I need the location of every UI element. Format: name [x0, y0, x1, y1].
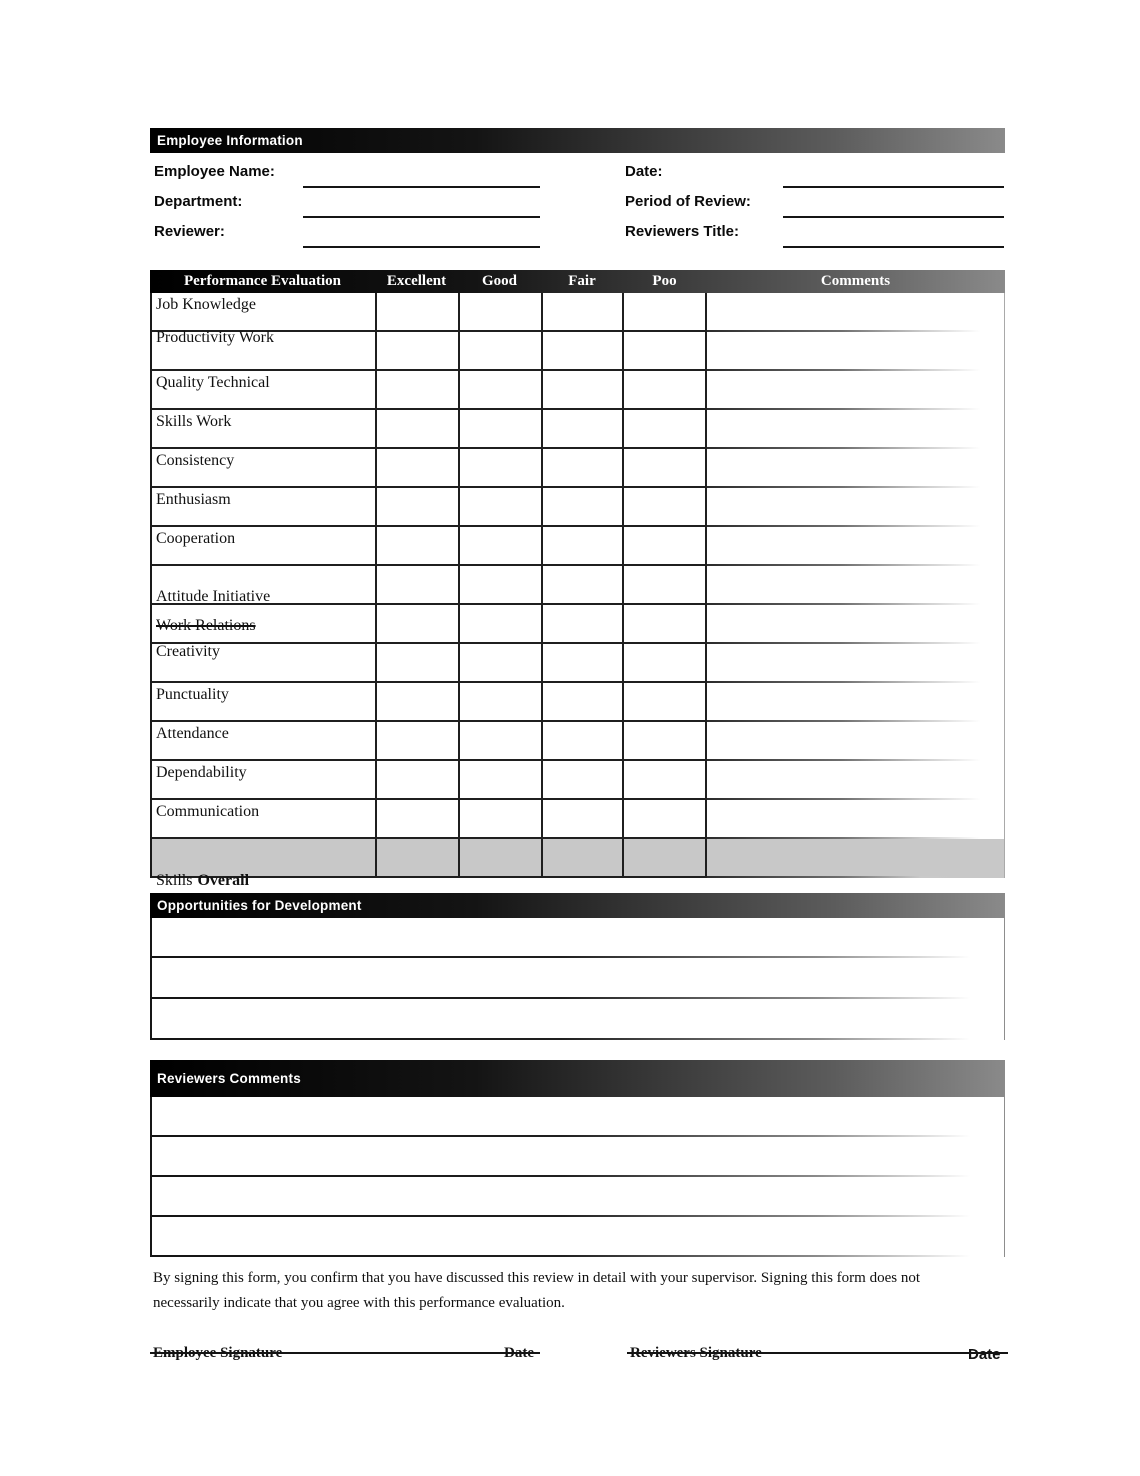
column-header-fair: Fair	[568, 273, 596, 289]
comment-cell[interactable]	[705, 722, 1004, 761]
rating-cell-fair[interactable]	[541, 410, 623, 449]
comment-cell[interactable]	[705, 293, 1004, 332]
reviewer-label: Reviewer:	[154, 223, 225, 240]
date-input-line[interactable]	[783, 186, 1004, 188]
rating-cell-good[interactable]	[458, 839, 541, 878]
period-of-review-label: Period of Review:	[625, 193, 751, 210]
rating-cell-excellent[interactable]	[375, 449, 458, 488]
column-header-good: Good	[481, 273, 517, 289]
criterion-label: Cooperation	[152, 527, 375, 566]
writing-line[interactable]	[152, 1217, 1004, 1257]
comment-cell[interactable]	[705, 605, 1004, 644]
rating-cell-fair[interactable]	[541, 449, 623, 488]
rating-cell-fair[interactable]	[541, 371, 623, 410]
rating-cell-poo[interactable]	[622, 605, 705, 644]
rating-cell-excellent[interactable]	[375, 371, 458, 410]
employee-name-input-line[interactable]	[303, 186, 540, 188]
rating-cell-poo[interactable]	[622, 293, 705, 332]
criterion-label: Punctuality	[152, 683, 375, 722]
rating-cell-excellent[interactable]	[375, 839, 458, 878]
criterion-label: Quality Technical	[152, 371, 375, 410]
table-row	[152, 410, 1004, 449]
table-row	[152, 371, 1004, 410]
employee-signature-line[interactable]	[150, 1352, 540, 1354]
comment-cell[interactable]	[705, 371, 1004, 410]
comment-cell[interactable]	[705, 644, 1004, 683]
section-header-development	[150, 893, 1005, 918]
rating-cell-excellent[interactable]	[375, 293, 458, 332]
comment-cell[interactable]	[705, 410, 1004, 449]
rating-cell-fair[interactable]	[541, 800, 623, 839]
reviewer-input-line[interactable]	[303, 246, 540, 248]
table-row	[152, 644, 1004, 683]
writing-line[interactable]	[152, 918, 1004, 958]
criterion-label-overall	[152, 839, 375, 889]
rating-cell-fair[interactable]	[541, 293, 623, 332]
department-input-line[interactable]	[303, 216, 540, 218]
comment-cell[interactable]	[705, 527, 1004, 566]
rating-cell-fair[interactable]	[541, 527, 623, 566]
rating-cell-fair[interactable]	[541, 683, 623, 722]
rating-cell-fair[interactable]	[541, 566, 623, 605]
evaluation-table	[150, 293, 1005, 889]
rating-cell-good[interactable]	[458, 488, 541, 527]
rating-cell-excellent[interactable]	[375, 566, 458, 605]
column-header-excellent: Excellent	[386, 273, 447, 289]
rating-cell-poo[interactable]	[622, 761, 705, 800]
writing-line[interactable]	[152, 1097, 1004, 1137]
reviewer-signature-label: Reviewers Signature	[630, 1345, 762, 1361]
rating-cell-excellent[interactable]	[375, 410, 458, 449]
employee-date-label: Date	[504, 1345, 534, 1361]
comment-cell[interactable]	[705, 683, 1004, 722]
rating-cell-poo[interactable]	[622, 800, 705, 839]
rating-cell-poo[interactable]	[622, 371, 705, 410]
reviewer-signature-line[interactable]	[627, 1352, 1008, 1354]
rating-cell-good[interactable]	[458, 371, 541, 410]
rating-cell-poo[interactable]	[622, 410, 705, 449]
rating-cell-good[interactable]	[458, 449, 541, 488]
table-row	[152, 800, 1004, 839]
criterion-label: Attitude Initiative	[152, 566, 375, 605]
comment-cell[interactable]	[705, 839, 1004, 878]
reviewers-title-label: Reviewers Title:	[625, 223, 739, 240]
table-row-overall	[152, 839, 1004, 889]
table-row	[152, 329, 1004, 371]
comment-cell[interactable]	[705, 800, 1004, 839]
table-row	[152, 683, 1004, 722]
criterion-label: Enthusiasm	[152, 488, 375, 527]
column-header-performance-evaluation: Performance Evaluation	[183, 273, 342, 289]
rating-cell-poo[interactable]	[622, 332, 705, 371]
criterion-label: Skills Work	[152, 410, 375, 449]
table-row	[152, 722, 1004, 761]
rating-cell-fair[interactable]	[541, 722, 623, 761]
rating-cell-good[interactable]	[458, 332, 541, 371]
column-header-comments: Comments	[820, 273, 891, 289]
rating-cell-good[interactable]	[458, 566, 541, 605]
section-header-reviewer-comments	[150, 1060, 1005, 1097]
criterion-label: Attendance	[152, 722, 375, 761]
employee-signature-label: Employee Signature	[153, 1345, 283, 1361]
table-row	[152, 566, 1004, 605]
period-of-review-input-line[interactable]	[783, 216, 1004, 218]
date-label: Date:	[625, 163, 663, 180]
rating-cell-excellent[interactable]	[375, 332, 458, 371]
rating-cell-excellent[interactable]	[375, 644, 458, 683]
section-title: Opportunities for Development	[157, 898, 362, 913]
rating-cell-good[interactable]	[458, 605, 541, 644]
rating-cell-good[interactable]	[458, 644, 541, 683]
rating-cell-good[interactable]	[458, 410, 541, 449]
writing-line[interactable]	[152, 958, 1004, 999]
criterion-label: Work Relations	[152, 605, 375, 644]
rating-cell-fair[interactable]	[541, 488, 623, 527]
rating-cell-poo[interactable]	[622, 449, 705, 488]
rating-cell-excellent[interactable]	[375, 761, 458, 800]
section-title: Employee Information	[157, 133, 303, 148]
writing-line[interactable]	[152, 999, 1004, 1040]
table-row	[152, 761, 1004, 800]
rating-cell-good[interactable]	[458, 527, 541, 566]
rating-cell-poo[interactable]	[622, 683, 705, 722]
comment-cell[interactable]	[705, 488, 1004, 527]
rating-cell-fair[interactable]	[541, 605, 623, 644]
table-row	[152, 293, 1004, 332]
table-row	[152, 605, 1004, 644]
comment-cell[interactable]	[705, 566, 1004, 605]
column-header-poo: Poo	[652, 273, 677, 289]
rating-cell-fair[interactable]	[541, 839, 623, 878]
comment-cell[interactable]	[705, 761, 1004, 800]
employee-name-label: Employee Name:	[154, 163, 275, 180]
rating-cell-poo[interactable]	[622, 839, 705, 878]
department-label: Department:	[154, 193, 243, 210]
table-row	[152, 488, 1004, 527]
comment-cell[interactable]	[705, 332, 1004, 371]
rating-cell-poo[interactable]	[622, 527, 705, 566]
writing-line[interactable]	[152, 1177, 1004, 1217]
table-row	[152, 527, 1004, 566]
rating-cell-excellent[interactable]	[375, 488, 458, 527]
section-title: Reviewers Comments	[157, 1071, 301, 1086]
criterion-label: Creativity	[152, 644, 375, 683]
rating-cell-fair[interactable]	[541, 761, 623, 800]
rating-cell-poo[interactable]	[622, 644, 705, 683]
rating-cell-good[interactable]	[458, 761, 541, 800]
development-writing-box	[150, 918, 1005, 1040]
rating-cell-good[interactable]	[458, 683, 541, 722]
criterion-label: Job Knowledge	[152, 293, 375, 332]
rating-cell-poo[interactable]	[622, 488, 705, 527]
overall-bold: Overall	[197, 872, 250, 889]
rating-cell-fair[interactable]	[541, 332, 623, 371]
criterion-label: Productivity Work	[152, 332, 375, 371]
reviewer-comments-writing-box	[150, 1097, 1005, 1257]
rating-cell-excellent[interactable]	[375, 527, 458, 566]
criterion-label: Communication	[152, 800, 375, 839]
rating-cell-poo[interactable]	[622, 566, 705, 605]
reviewers-title-input-line[interactable]	[783, 246, 1004, 248]
rating-cell-excellent[interactable]	[375, 800, 458, 839]
rating-cell-fair[interactable]	[541, 644, 623, 683]
section-header-employee-info	[150, 128, 1005, 153]
rating-cell-poo[interactable]	[622, 722, 705, 761]
rating-cell-excellent[interactable]	[375, 722, 458, 761]
reviewer-date-label: Date	[968, 1346, 1001, 1363]
criterion-label: Dependability	[152, 761, 375, 800]
table-row	[152, 449, 1004, 488]
rating-cell-excellent[interactable]	[375, 605, 458, 644]
comment-cell[interactable]	[705, 449, 1004, 488]
rating-cell-good[interactable]	[458, 722, 541, 761]
rating-cell-good[interactable]	[458, 293, 541, 332]
criterion-label: Consistency	[152, 449, 375, 488]
rating-cell-excellent[interactable]	[375, 683, 458, 722]
signature-disclaimer: By signing this form, you confirm that you have discussed this review in detail with your supervisor. Signing this form does not necessarily indicate that you agree with this performance evaluation.	[153, 1270, 921, 1311]
evaluation-table-header	[150, 270, 1005, 293]
writing-line[interactable]	[152, 1137, 1004, 1177]
overall-prefix: Skills	[156, 872, 193, 889]
rating-cell-good[interactable]	[458, 800, 541, 839]
